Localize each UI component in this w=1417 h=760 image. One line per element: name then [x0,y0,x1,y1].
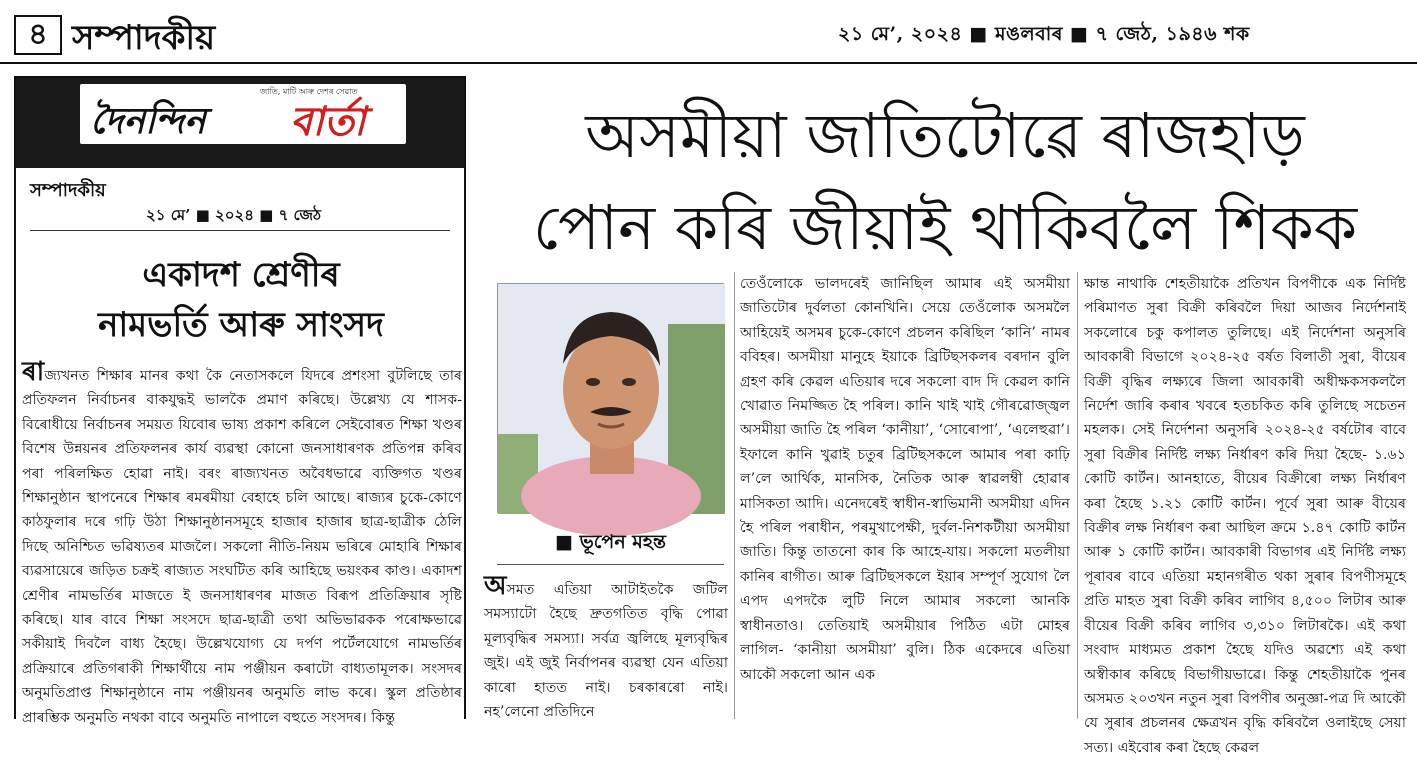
editorial-headline-line2: নামভৰ্তি আৰু সাংসদ [98,305,384,345]
article-column-3: ক্ষান্ত নাথাকি শেহতীয়াকৈ প্ৰতিখন বিপণীকে এক নিৰ্দিষ্ট পৰিমাণত সুৰা বিক্ৰী কৰিবলৈ দিয়া আজব নিৰ্দেশনাই সকলোৰে চকু কপালত তুলিছে। এই নিৰ্দেশনা অনুসৰি আবকাৰী বিভাগে ২০২৪-২৫ বৰ্ষত বিলাতী সুৰা, বীয়েৰ বিক্ৰী বৃদ্ধিৰ লক্ষ্যৰে জিলা আবকাৰী অধীক্ষকসকললৈ নিৰ্দেশ জাৰি কৰাৰ খবৰে হতচকিত কৰি তুলিছে সচেতন মহলক। সেই নিৰ্দেশনা অনুসৰি ২০২৪-২৫ বৰ্ষটোৰ বাবে সুৰা বিক্ৰীৰ নিৰ্দিষ্ট লক্ষ্য নিৰ্ধাৰণ কৰি দিয়া হৈছে- ১.৬১ কোটি কাৰ্টন। আনহাতে, বীয়েৰ বিক্ৰীৰো লক্ষ্য নিৰ্ধাৰণ কৰা হৈছে ১.২১ কোটি কাৰ্টন। পূৰ্বে সুৰা আৰু বীয়েৰ বিক্ৰীৰ লক্ষ নিৰ্ধাৰণ কৰা আছিল ক্ৰমে ১.৪৭ কোটি কাৰ্টন আৰু ১ কোটি কাৰ্টন। আবকাৰী বিভাগৰ এই নিৰ্দিষ্ট লক্ষ্য পূৰাবৰ বাবে এতিয়া মহানগৰীত থকা সুৰাৰ বিপণীসমূহে প্ৰতি মাহত সুৰা বিক্ৰী কৰিব লাগিব ৪,৫০০ লিটাৰ আৰু বীয়েৰ বিক্ৰী কৰিব লাগিব ৩,৩১০ লিটাৰকৈ। এই কথা সংবাদ মাধ্যমত প্ৰকাশ হৈছে যদিও অৱশ্যে এই কথা অস্বীকাৰ কৰিছে বিভাগীয়ভাৱে। কিন্তু শেহতীয়াকৈ পুনৰ অসমত ২০৩খন নতুন সুৰা বিপণীৰ অনুজ্ঞা-পত্ৰ দি আকৌ যে সুৰাৰ প্ৰচলনৰ ক্ষেত্ৰখন বৃদ্ধি কৰিবলৈ ওলাইছে সেয়া সত্য। এইবোৰ কৰা হৈছে কেৱল [1084,276,1406,756]
editorial-headline [30,250,452,350]
section-title: সম্পাদকীয় [72,18,216,58]
editorial-headline-line1: একাদশ শ্ৰেণীৰ [142,255,340,295]
article-headline-line1: অসমীয়া জাতিটোৱে ৰাজহাড় [585,99,1305,172]
editorial-rule [30,230,450,231]
page-number: ৪ [14,15,62,55]
article-headline [490,90,1400,274]
masthead-tagline: জাতি, মাটি আৰু দেশৰ সেৱাত [260,87,358,96]
author-byline: ■ ভূপেন মহন্ত [555,531,666,553]
masthead-name-part1: দৈনন্দিন [90,100,206,142]
byline-rule [497,564,724,565]
editorial-date: ২১ মে’ ■ ২০২৪ ■ ৭ জেঠ [146,206,322,224]
article-dropcap: অ [484,571,507,601]
editorial-label: সম্পাদকীয় [30,180,106,201]
author-photo [497,283,724,513]
article-column-1 [484,571,728,721]
editorial-body-text: জ্যখনত শিক্ষাৰ মানৰ কথা কৈ নেতাসকলে যিদৰে প্ৰশংসা বুটলিছে তাৰ প্ৰতিফলন নিৰ্বাচনৰ বাকযুদ্ধই ভালকৈ প্ৰমাণ কৰিছে। উল্লেখ্য যে শাসক-বিৰোধীয়ে নিৰ্বাচনৰ সময়ত যিবোৰ ভাষ্য প্ৰকাশ কৰিলে সেইবোৰত শিক্ষা খণ্ডৰ বিশেষ উন্নয়নৰ প্ৰতিফলনৰ কাৰ্য ব্যৱস্থা কোনো জনসাধাৰণক প্ৰতিপন্ন কৰিব পৰা পৰিলক্ষিত হোৱা নাই। বৰং ৰাজ্যখনত অবৈধভাৱে ব্যক্তিগত খণ্ডৰ শিক্ষানুষ্ঠান স্থাপনেৰে শিক্ষাৰ ৰমৰমীয়া বেহাহে চলি আছে। ৰাজ্যৰ চুকে-কোণে কাঠফুলাৰ দৰে গঢ়ি উঠা শিক্ষানুষ্ঠানসমূহে হাজাৰ হাজাৰ ছাত্ৰ-ছাত্ৰীক ঠেলি দিছে অনিশ্চিত ভৱিষ্যতৰ মাজলৈ। সকলো নীতি-নিয়ম ভৰিৰে মোহাৰি শিক্ষাৰ ব্যৱসায়েৰে জড়িত চক্ৰই ৰাজ্যত সংঘটিত কৰি আহিছে ভয়ংকৰ কাণ্ড। একাদশ শ্ৰেণীৰ নামভৰ্তিৰ মাজতে ই জনসাধাৰণৰ মাজত বিৰূপ প্ৰতিক্ৰিয়াৰ সৃষ্টি কৰিছে। যাৰ বাবে শিক্ষা সংসদে ছাত্ৰ-ছাত্ৰী তথা অভিভাৱকক পৰোক্ষভাৱে সকীয়াই দিবলৈ বাধ্য হৈছে। উল্লেখযোগ্য যে দৰ্পণ পৰ্টেলযোগে নামভৰ্তিৰ প্ৰক্ৰিয়াৰে প্ৰতিগৰাকী শিক্ষাৰ্থীয়ে নাম পঞ্জীয়ন কৰাটো বাধ্যতামূলক। সংসদৰ অনুমতিপ্ৰাপ্ত শিক্ষানুষ্ঠানে নাম পঞ্জীয়নৰ অনুমতি লাভ কৰে। স্কুল প্ৰতিষ্ঠাৰ প্ৰাৰম্ভিক অনুমতি নথকা বাবে অনুমতি নাপালে বহুতে সংসদৰ। কিন্তু [22,368,462,726]
masthead-name-part2: বাৰ্তা [290,98,366,145]
dateline: ২১ মে’, ২০২৪ ■ মঙলবাৰ ■ ৭ জেঠ, ১৯৪৬ শক [838,23,1250,45]
editorial-sidebar [14,76,466,726]
column-divider [1077,272,1078,719]
masthead-logo [80,84,406,144]
page-header [0,0,1417,62]
editorial-body [22,357,462,730]
author-photo-illustration [498,284,725,514]
header-rule [0,62,1417,64]
editorial-dropcap: ৰা [22,357,45,387]
masthead-band [16,78,464,168]
article-column-1-text: সমত এতিয়া আটাইতকৈ জটিল সমস্যাটো হৈছে দ্ৰুতগতিত বৃদ্ধি পোৱা মূল্যবৃদ্ধিৰ সমস্যা। সৰ্বত্ৰ জ্বলিছে মূল্যবৃদ্ধিৰ জুই। এই জুই নিৰ্বাপনৰ ব্যৱস্থা যেন এতিয়া কাৰো হাতত নাই। চৰকাৰৰো নাই। নহ’লেনো প্ৰতিদিনে [484,582,728,721]
column-divider [734,272,735,719]
article-headline-line2: পোন কৰি জীয়াই থাকিবলৈ শিকক [532,191,1358,264]
article-column-2: তেওঁলোকে ভালদৰেই জানিছিল আমাৰ এই অসমীয়া জাতিটোৰ দুৰ্বলতা কোনখিনি। সেয়ে তেওঁলোক অসমলৈ আহিয়েই অসমৰ চুকে-কোণে প্ৰচলন কৰিছিল ‘কানি’ নামৰ ববিহৰ। অসমীয়া মানুহে ইয়াকে ব্ৰিটিছসকলৰ বৰদান বুলি গ্ৰহণ কৰি কেৱল এতিয়াৰ দৰে সকলো বাদ দি কেৱল কানি খোৱাত নিমজ্জিত হৈ পৰিল। কানি খাই খাই গৌৰৱোজ্জ্বল অসমীয়া জাতি হৈ পৰিল ‘কানীয়া’, ‘সোৰোপা’, ‘এলেহুৱা’। ইফালে কানি খুৱাই চতুৰ ব্ৰিটিছসকলে আমাৰ পৰা কাঢ়ি ল’লে আৰ্থিক, মানসিক, নৈতিক আৰু স্বাৱলম্বী হোৱাৰ মাসিকতা আদি। এনেদৰেই স্বাধীন-স্বাভিমানী অসমীয়া এদিন হৈ পৰিল পৰাধীন, পৰমুখাপেক্ষী, দুৰ্বল-নিশকটীয়া অসমীয়া জাতি। কিন্তু তাতনো কাৰ কি আহে-যায়। সকলো মতলীয়া কানিৰ ৰাগীত। আৰু ব্ৰিটিছসকলে ইয়াৰ সম্পূৰ্ণ সুযোগ লৈ এপদ এপদকৈ লুটি নিলে আমাৰ সকলো আনকি স্বাধীনতাও। তেতিয়াই অসমীয়াৰ পিঠিত এটা মোহৰ লাগিল- ‘কানীয়া অসমীয়া’ বুলি। ঠিক একেদৰে এতিয়া আকৌ সকলো আন এক [740,276,1070,683]
